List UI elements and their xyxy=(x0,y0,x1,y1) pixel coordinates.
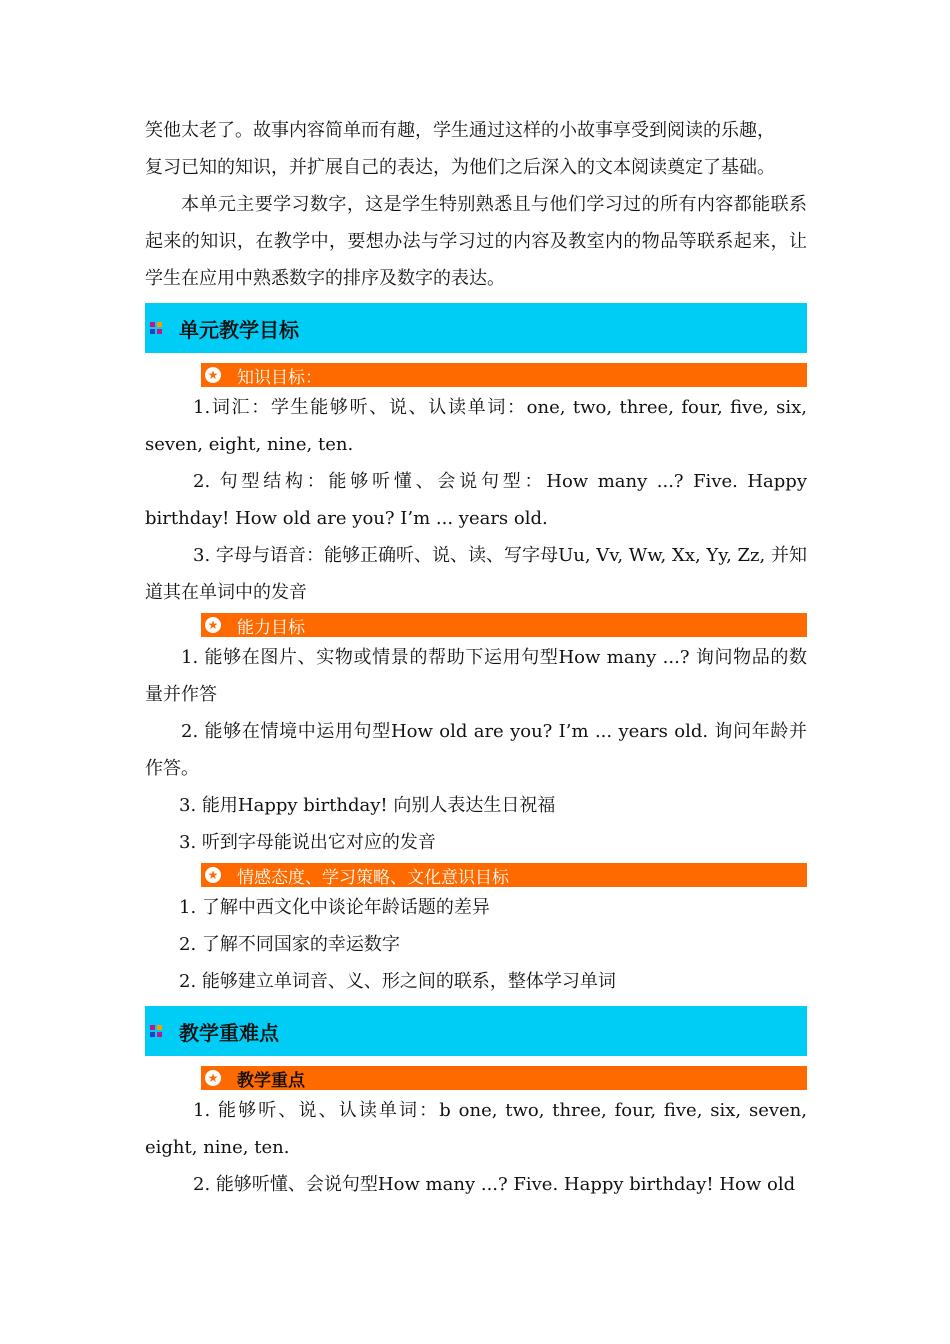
emotion-item: 2. 了解不同国家的幸运数字 xyxy=(179,934,400,955)
ability-item: 3. 听到字母能说出它对应的发音 xyxy=(179,832,436,853)
section-heading-focus xyxy=(145,1006,807,1056)
section-title: 教学重难点 xyxy=(179,1020,279,1045)
star-circle-icon: ★ xyxy=(205,1070,221,1086)
star-circle-icon: ★ xyxy=(205,367,221,383)
focus-item: 1. 能够听、说、认读单词：b one, two, three, four, five, six, seven, eight, nine, ten. xyxy=(145,1100,807,1158)
section-title: 单元教学目标 xyxy=(179,317,299,342)
subheading-knowledge xyxy=(201,363,807,387)
subheading-label: 能力目标 xyxy=(237,617,305,638)
subheading-label: 情感态度、学习策略、文化意识目标 xyxy=(237,867,509,888)
knowledge-item: 3. 字母与语音：能够正确听、说、读、写字母Uu, Vv, Ww, Xx, Yy, Zz, 并知道其在单词中的发音 xyxy=(145,545,807,603)
star-circle-icon: ★ xyxy=(205,617,221,633)
section-heading-goals xyxy=(145,303,807,353)
ability-item: 1. 能够在图片、实物或情景的帮助下运用句型How many ...? 询问物品的数量并作答 xyxy=(145,647,807,705)
ability-item: 2. 能够在情境中运用句型How old are you? I’m ... years old. 询问年龄并作答。 xyxy=(145,721,807,779)
star-circle-icon: ★ xyxy=(205,867,221,883)
subheading-ability xyxy=(201,613,807,637)
knowledge-item: 2. 句型结构：能够听懂、会说句型：How many ...? Five. Happy birthday! How old are you? I’m ... years old. xyxy=(145,471,807,529)
diamond-bullet-icon xyxy=(149,321,163,335)
intro-line-2: 复习已知的知识，并扩展自己的表达，为他们之后深入的文本阅读奠定了基础。 xyxy=(145,157,775,178)
focus-item: 2. 能够听懂、会说句型How many ...? Five. Happy birthday! How old xyxy=(193,1174,796,1195)
ability-item: 3. 能用Happy birthday! 向别人表达生日祝福 xyxy=(179,795,556,816)
subheading-label: 知识目标： xyxy=(237,367,322,388)
subheading-emotion xyxy=(201,863,807,887)
knowledge-item: 1.词汇：学生能够听、说、认读单词：one, two, three, four, five, six, seven, eight, nine, ten. xyxy=(145,397,807,455)
subheading-label: 教学重点 xyxy=(237,1070,305,1091)
intro-line-1: 笑他太老了。故事内容简单而有趣，学生通过这样的小故事享受到阅读的乐趣， xyxy=(145,120,775,141)
emotion-item: 1. 了解中西文化中谈论年龄话题的差异 xyxy=(179,897,490,918)
intro-paragraph-2: 本单元主要学习数字，这是学生特别熟悉且与他们学习过的所有内容都能联系起来的知识，在教学中，要想办法与学习过的内容及教室内的物品等联系起来，让学生在应用中熟悉数字的排序及数字的表达。 xyxy=(145,194,807,289)
emotion-item: 2. 能够建立单词音、义、形之间的联系，整体学习单词 xyxy=(179,971,616,992)
document-body xyxy=(145,112,807,1203)
diamond-bullet-icon xyxy=(149,1024,163,1038)
subheading-focus xyxy=(201,1066,807,1090)
